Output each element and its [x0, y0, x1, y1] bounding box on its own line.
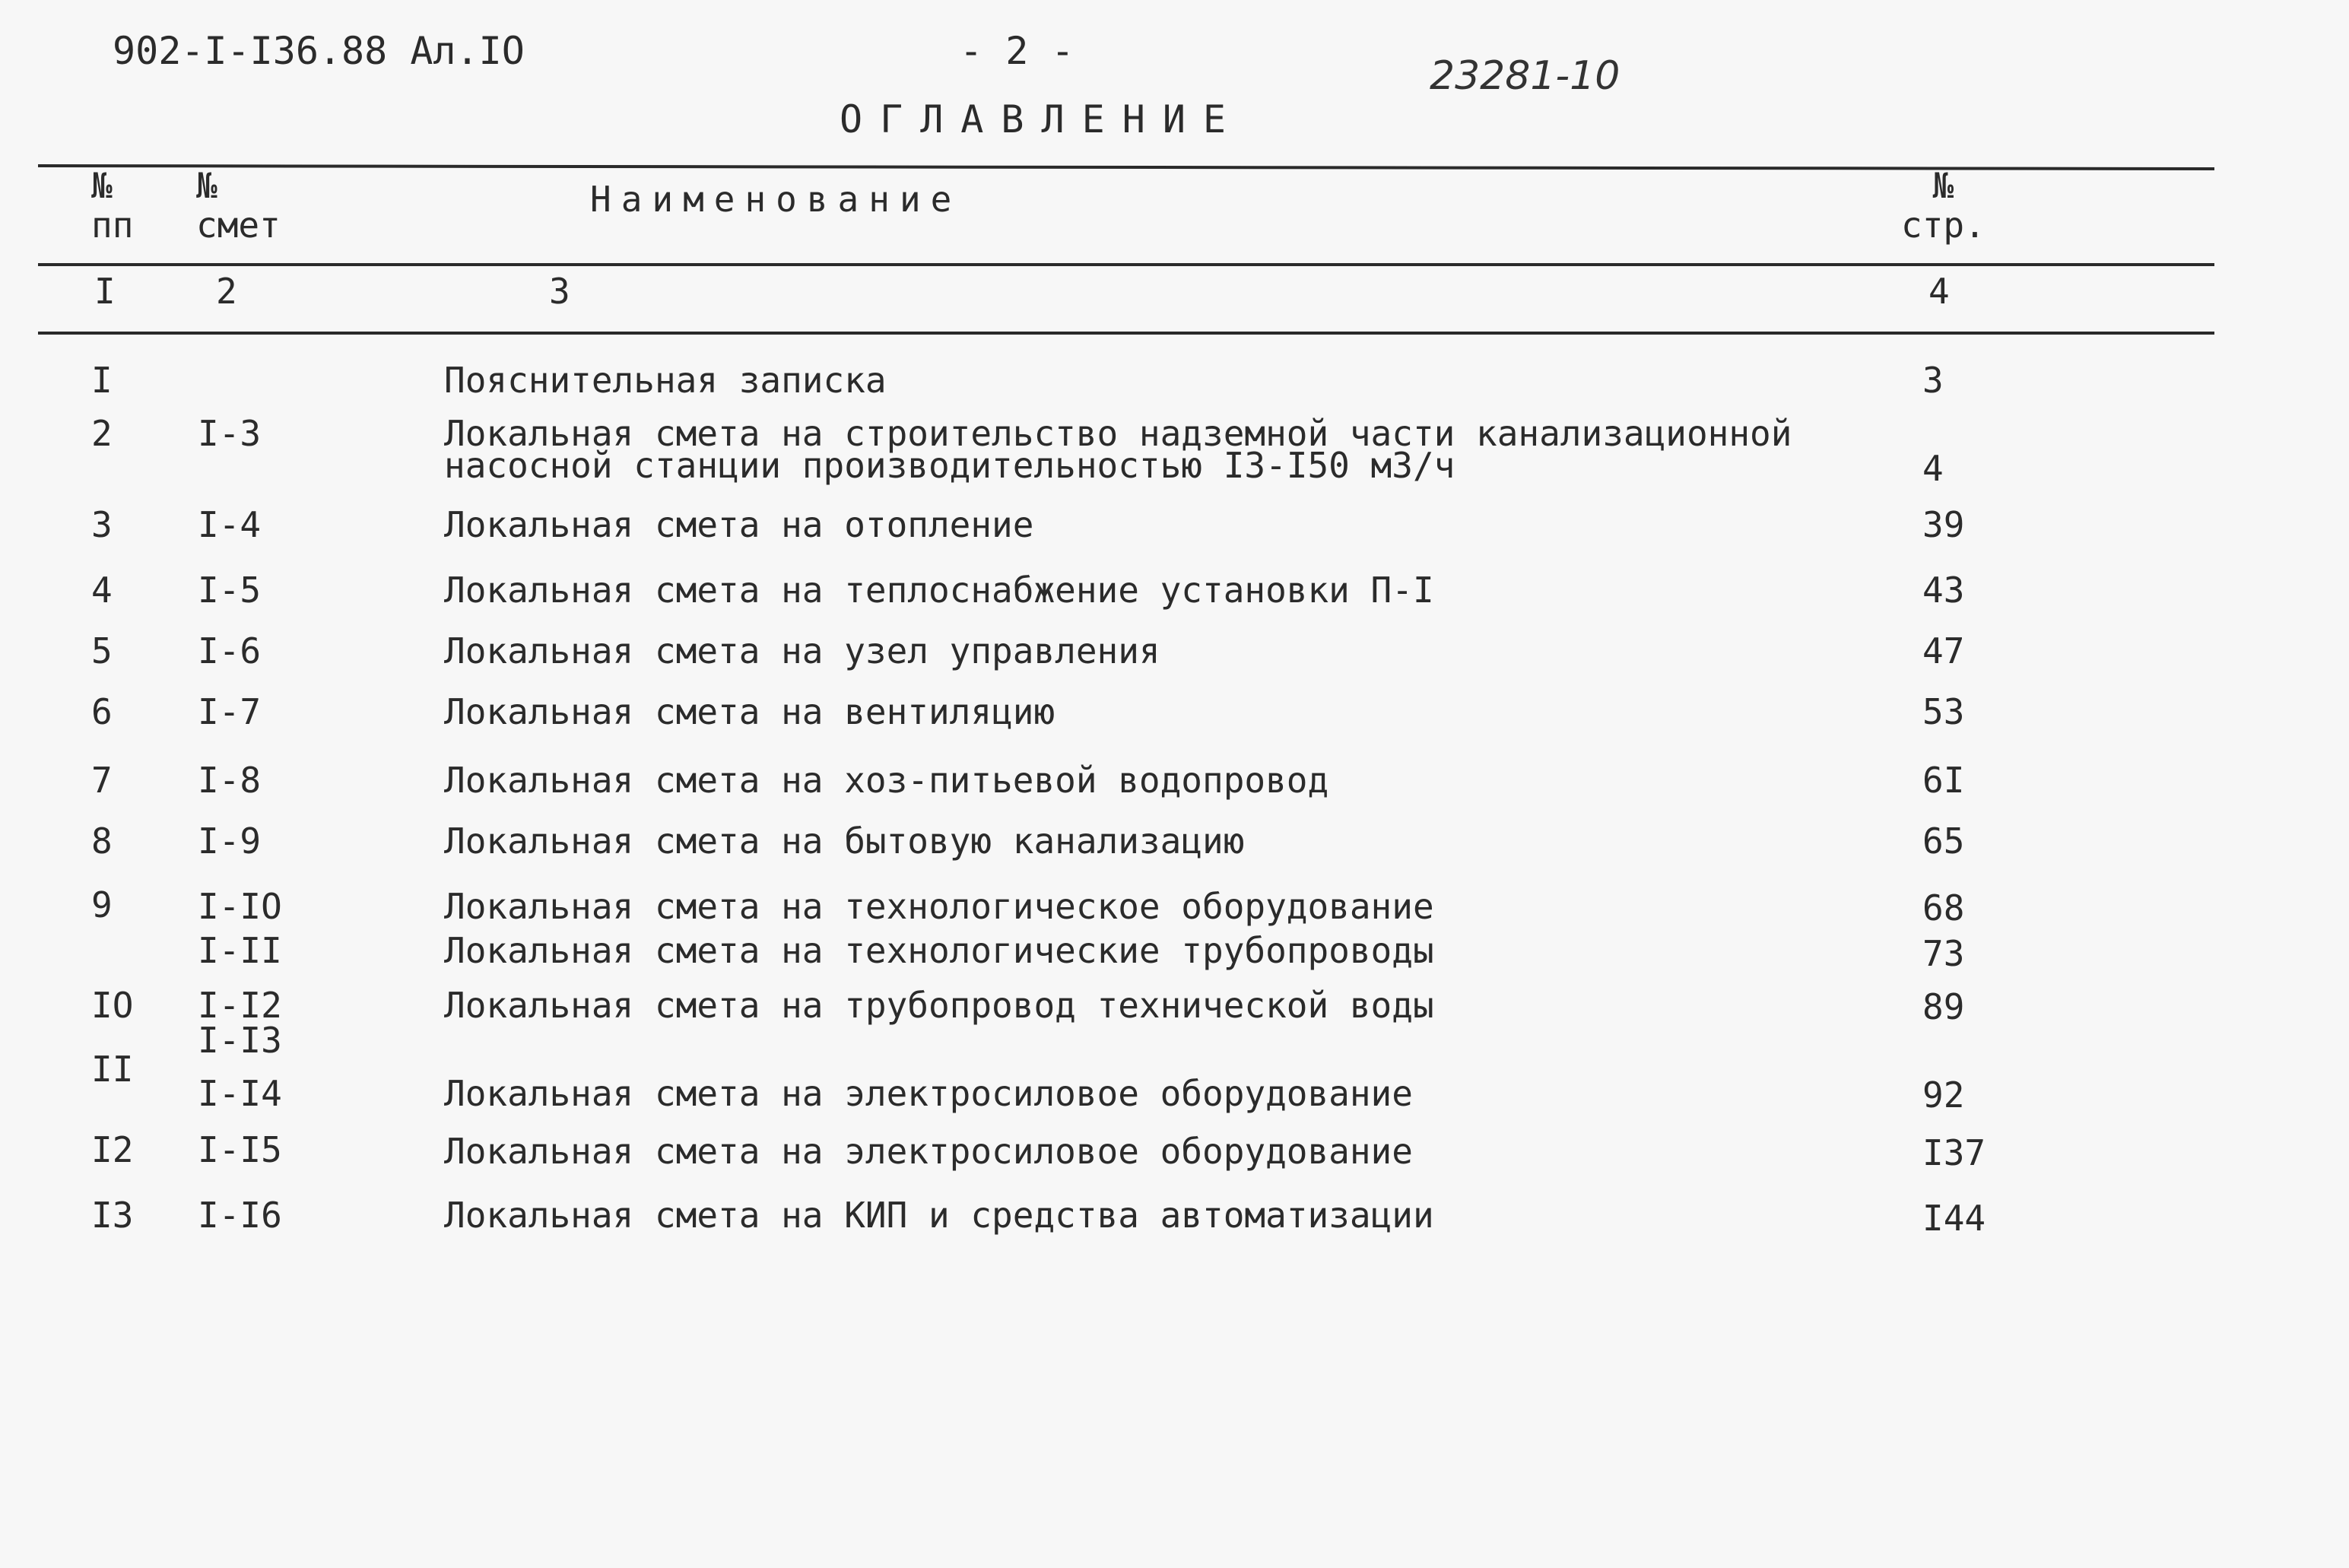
header-name: Наименование	[590, 179, 962, 220]
table-header-rule	[38, 263, 2214, 266]
row-name: Локальная смета на технологическое оборудование	[444, 886, 1434, 927]
row-number: 6	[91, 691, 113, 732]
header-number-sign: №	[1932, 165, 1954, 206]
row-estimate: I-9	[198, 821, 262, 862]
row-number: 7	[91, 760, 113, 801]
row-name: Локальная смета на теплоснабжение установки П-I	[444, 570, 1434, 611]
row-number: 3	[91, 504, 113, 545]
row-number: 4	[91, 570, 113, 611]
row-estimate: I-I4	[198, 1073, 282, 1114]
row-estimate: I-I6	[198, 1195, 282, 1236]
row-name: Локальная смета на КИП и средства автоматизации	[444, 1195, 1434, 1236]
row-page: 3	[1922, 360, 1944, 401]
table-colnum-rule	[38, 332, 2214, 335]
header-item-label: пп	[91, 205, 134, 246]
row-number: 5	[91, 630, 113, 671]
row-page: 6I	[1922, 760, 1965, 801]
row-number: I	[91, 360, 113, 401]
row-name: Локальная смета на бытовую канализацию	[444, 821, 1245, 862]
column-number-3: 3	[549, 271, 570, 312]
row-page: 65	[1922, 821, 1965, 862]
document-code: 902-I-I36.88 Ал.IO	[113, 29, 525, 73]
row-page: 92	[1922, 1074, 1965, 1116]
row-page: I44	[1922, 1198, 1986, 1239]
header-estimate-label: смет	[196, 205, 281, 246]
header-number-sign: №	[196, 165, 217, 206]
row-number: IO	[91, 985, 134, 1026]
row-name: Локальная смета на строительство надземной части канализационной	[444, 413, 1792, 454]
row-name: Локальная смета на трубопровод технической воды	[444, 985, 1434, 1026]
header-page	[1901, 166, 1986, 245]
row-number: I2	[91, 1129, 134, 1170]
column-number-2: 2	[216, 271, 237, 312]
row-number: II	[91, 1049, 134, 1090]
row-page: 73	[1922, 933, 1965, 974]
handwritten-stamp-number: 23281-10	[1430, 53, 1620, 99]
row-page: 39	[1922, 504, 1965, 545]
row-name: Локальная смета на узел управления	[444, 630, 1160, 671]
column-number-4: 4	[1928, 271, 1950, 312]
header-estimate-number	[196, 166, 281, 245]
row-estimate: I-II	[198, 930, 282, 971]
row-name: Локальная смета на вентиляцию	[444, 691, 1055, 732]
row-name: Локальная смета на хоз-питьевой водопровод	[444, 760, 1329, 801]
page-number: - 2 -	[960, 29, 1075, 73]
row-page: 53	[1922, 691, 1965, 732]
row-page: 89	[1922, 986, 1965, 1027]
table-top-rule	[38, 164, 2214, 170]
row-estimate: I-8	[198, 760, 262, 801]
row-number: I3	[91, 1195, 134, 1236]
row-number: 9	[91, 884, 113, 925]
header-number-sign: №	[91, 165, 113, 206]
row-number: 8	[91, 821, 113, 862]
row-page: 47	[1922, 630, 1965, 671]
header-item-number	[91, 166, 133, 245]
row-estimate: I-5	[198, 570, 262, 611]
row-estimate: I-7	[198, 691, 262, 732]
row-estimate: I-I3	[198, 1020, 282, 1061]
row-name-continuation: насосной станции производительностью I3-I50 м3/ч	[444, 445, 1455, 486]
column-number-1: I	[94, 271, 116, 312]
row-estimate: I-4	[198, 504, 262, 545]
row-page: I37	[1922, 1132, 1986, 1173]
row-estimate: I-6	[198, 630, 262, 671]
row-page: 68	[1922, 887, 1965, 928]
header-page-label: стр.	[1901, 205, 1986, 246]
row-name: Локальная смета на технологические трубопроводы	[444, 930, 1434, 971]
row-estimate: I-3	[198, 413, 262, 454]
page-title: ОГЛАВЛЕНИЕ	[840, 97, 1244, 141]
row-name: Локальная смета на отопление	[444, 504, 1034, 545]
row-page: 43	[1922, 570, 1965, 611]
row-estimate: I-I5	[198, 1129, 282, 1170]
row-number: 2	[91, 413, 113, 454]
row-name: Пояснительная записка	[444, 360, 887, 401]
row-page: 4	[1922, 448, 1944, 489]
row-name: Локальная смета на электросиловое оборудование	[444, 1131, 1413, 1172]
row-estimate: I-IO	[198, 886, 282, 927]
row-name: Локальная смета на электросиловое оборудование	[444, 1073, 1413, 1114]
row-estimate: I-I2	[198, 985, 282, 1026]
